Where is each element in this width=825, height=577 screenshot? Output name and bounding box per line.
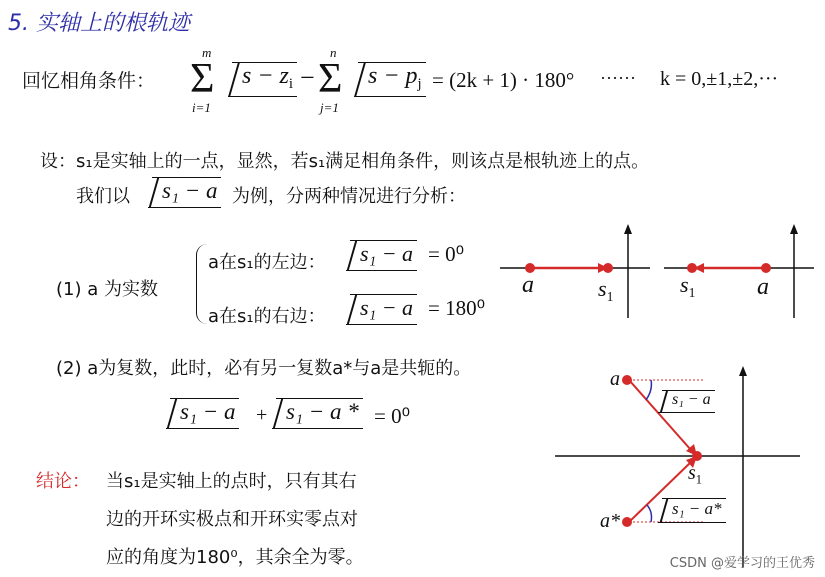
point-a-2	[761, 263, 771, 273]
diagram3-angle-label-1-text: s₁ − a	[672, 391, 711, 408]
case1-left-text: a在s₁的左边：	[208, 252, 326, 273]
term1-text: s − z	[242, 63, 289, 89]
diagram2-label-a: a	[757, 274, 769, 300]
rhs: = (2k + 1) · 180°	[432, 68, 575, 92]
case2-text: (2) a为复数，此时，必有另一复数a*与a是共轭的。	[56, 358, 472, 379]
case2-angle1	[170, 398, 239, 425]
setup-angle-text: s₁ − a	[162, 178, 218, 203]
point-s1	[603, 263, 613, 273]
setup-line-1: 设：s₁是实轴上的一点，显然，若s₁满足相角条件，则该点是根轨迹上的点。	[40, 151, 650, 172]
diagram1-s: s	[598, 276, 607, 301]
sum2-upper: n	[330, 45, 337, 60]
setup-line-2-prefix: 我们以	[76, 186, 130, 207]
case1-brace	[196, 244, 207, 324]
case1-right-angle	[350, 294, 417, 321]
conclusion-label: 结论：	[36, 471, 90, 492]
diagram3-label-a-conj: a*	[600, 510, 620, 532]
recall-label: 回忆相角条件：	[22, 70, 156, 92]
diagram3-s: s	[688, 462, 696, 484]
sigma-symbol-2: Σ	[318, 56, 343, 102]
imag-axis-arrowhead	[624, 224, 632, 234]
dots: ······	[600, 68, 636, 88]
imag-axis-arrowhead-2	[790, 224, 798, 234]
term1	[232, 62, 297, 93]
section-title: 5. 实轴上的根轨迹	[8, 11, 190, 36]
case1-right-text: a在s₁的右边：	[208, 306, 326, 327]
term1-sub: i	[288, 76, 294, 93]
diagram2-s-sub: 1	[688, 284, 696, 300]
conclusion-line-2: 边的开环实极点和开环实零点对	[106, 509, 358, 530]
case2-plus: +	[256, 404, 268, 426]
sum1-lower: i=1	[192, 100, 211, 115]
sum2-lower: j=1	[320, 100, 339, 115]
setup-angle	[152, 177, 221, 204]
sigma-symbol: Σ	[190, 56, 215, 102]
watermark: CSDN @爱学习的王优秀	[669, 556, 815, 571]
case1-left-angle-text: s₁ − a	[360, 241, 414, 266]
case1-right-angle-text: s₁ − a	[360, 295, 414, 320]
point-a-conj	[622, 517, 632, 527]
sum1-upper: m	[202, 45, 212, 60]
case2-angle2	[276, 398, 363, 425]
diagram3-label-a: a	[610, 368, 620, 390]
imag-axis-arrowhead-3	[739, 366, 747, 376]
case2-angle2-text: s₁ − a *	[286, 399, 359, 424]
conclusion-line-1: 当s₁是实轴上的点时，只有其右	[106, 471, 357, 492]
diagram1-s-sub: 1	[606, 288, 614, 304]
case1-label: (1) a 为实数	[56, 279, 158, 300]
case2-result: = 0⁰	[374, 404, 411, 428]
case2-angle1-text: s₁ − a	[180, 399, 236, 424]
diagram1-label-s1	[598, 276, 613, 305]
diagram2-s: s	[680, 272, 689, 297]
angle-arc-a-conj	[647, 505, 652, 522]
k-values: k = 0,±1,±2,···	[660, 68, 779, 90]
term2	[358, 62, 426, 93]
term2-sub: j	[417, 76, 422, 93]
diagram3-angle-label-1	[662, 390, 715, 409]
minus-sign: −	[300, 63, 315, 92]
term2-text: s − p	[368, 63, 418, 89]
setup-line-2-suffix: 为例，分两种情况进行分析：	[232, 186, 466, 207]
conclusion-line-3: 应的角度为180⁰，其余全为零。	[106, 547, 364, 568]
case1-right-value: = 180⁰	[428, 296, 486, 320]
angle-arc-a	[646, 380, 651, 400]
diagram1-label-a: a	[522, 272, 534, 298]
case1-left-value: = 0⁰	[428, 242, 465, 266]
case1-left-angle	[350, 240, 417, 267]
point-s1-3	[692, 451, 702, 461]
diagram3-angle-label-2	[662, 498, 726, 519]
point-a-3	[622, 375, 632, 385]
diagram3-label-s1	[688, 462, 702, 487]
diagram3-s-sub: 1	[695, 472, 702, 487]
diagram2-label-s1	[680, 272, 695, 301]
diagram3-angle-label-2-text: s₁ − a*	[672, 499, 722, 518]
